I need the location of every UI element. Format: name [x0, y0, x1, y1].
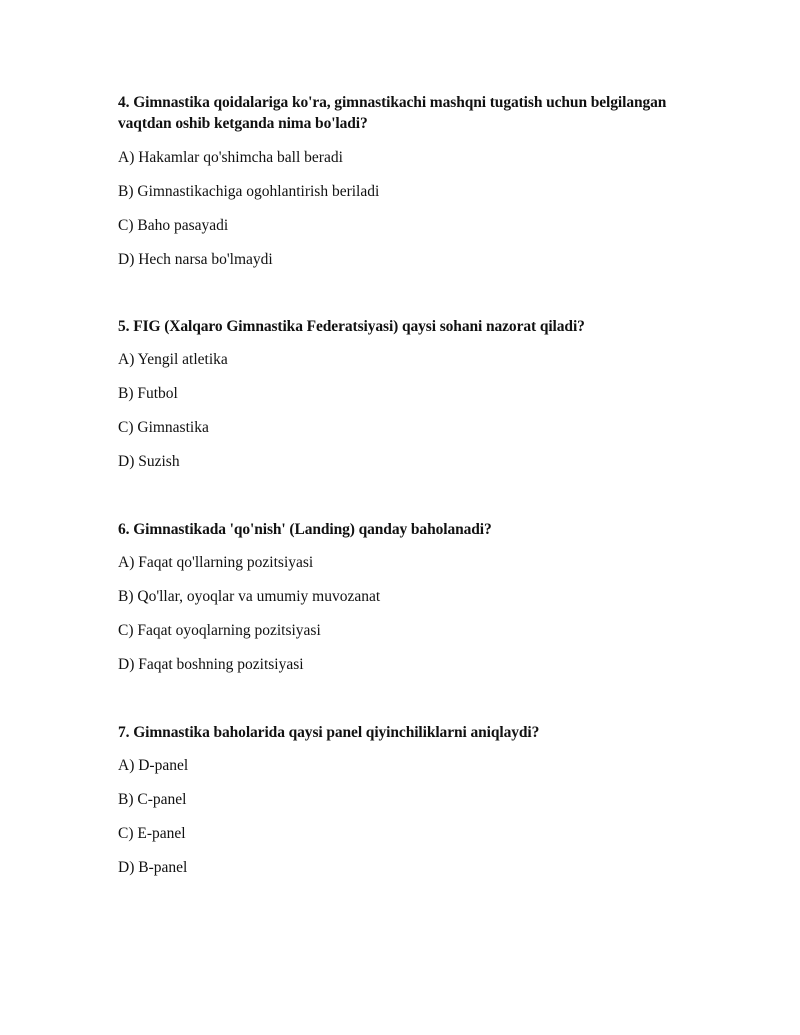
- question-5-option-c: C) Gimnastika: [118, 419, 209, 436]
- question-7-option-d: D) B-panel: [118, 859, 188, 876]
- question-7: [118, 722, 718, 892]
- question-4-option-c: C) Baho pasayadi: [118, 217, 229, 234]
- question-6-option-c: C) Faqat oyoqlarning pozitsiyasi: [118, 622, 321, 639]
- question-6-option-d: D) Faqat boshning pozitsiyasi: [118, 656, 304, 673]
- question-7-text: 7. Gimnastika baholarida qaysi panel qiyinchiliklarni aniqlaydi?: [118, 724, 540, 741]
- question-4-option-a: A) Hakamlar qo'shimcha ball beradi: [118, 149, 343, 166]
- question-6-text: 6. Gimnastikada 'qo'nish' (Landing) qanday baholanadi?: [118, 521, 492, 538]
- question-5-option-b: B) Futbol: [118, 385, 178, 402]
- question-4: [118, 92, 718, 282]
- question-7-option-c: C) E-panel: [118, 825, 186, 842]
- question-5-option-d: D) Suzish: [118, 453, 180, 470]
- question-4-option-b: B) Gimnastikachiga ogohlantirish beriladi: [118, 183, 380, 200]
- question-5-text: 5. FIG (Xalqaro Gimnastika Federatsiyasi) qaysi sohani nazorat qiladi?: [118, 318, 585, 335]
- question-6: [118, 519, 718, 689]
- question-4-text: 4. Gimnastika qoidalariga ko'ra, gimnastikachi mashqni tugatish uchun belgilangan vaqtdan oshib ketganda nima bo'ladi?: [118, 94, 667, 132]
- question-7-option-a: A) D-panel: [118, 757, 189, 774]
- question-5: [118, 316, 718, 486]
- question-7-option-b: B) C-panel: [118, 791, 187, 808]
- question-6-option-b: B) Qo'llar, oyoqlar va umumiy muvozanat: [118, 588, 381, 605]
- question-6-option-a: A) Faqat qo'llarning pozitsiyasi: [118, 554, 314, 571]
- question-5-option-a: A) Yengil atletika: [118, 351, 228, 368]
- question-4-option-d: D) Hech narsa bo'lmaydi: [118, 251, 273, 268]
